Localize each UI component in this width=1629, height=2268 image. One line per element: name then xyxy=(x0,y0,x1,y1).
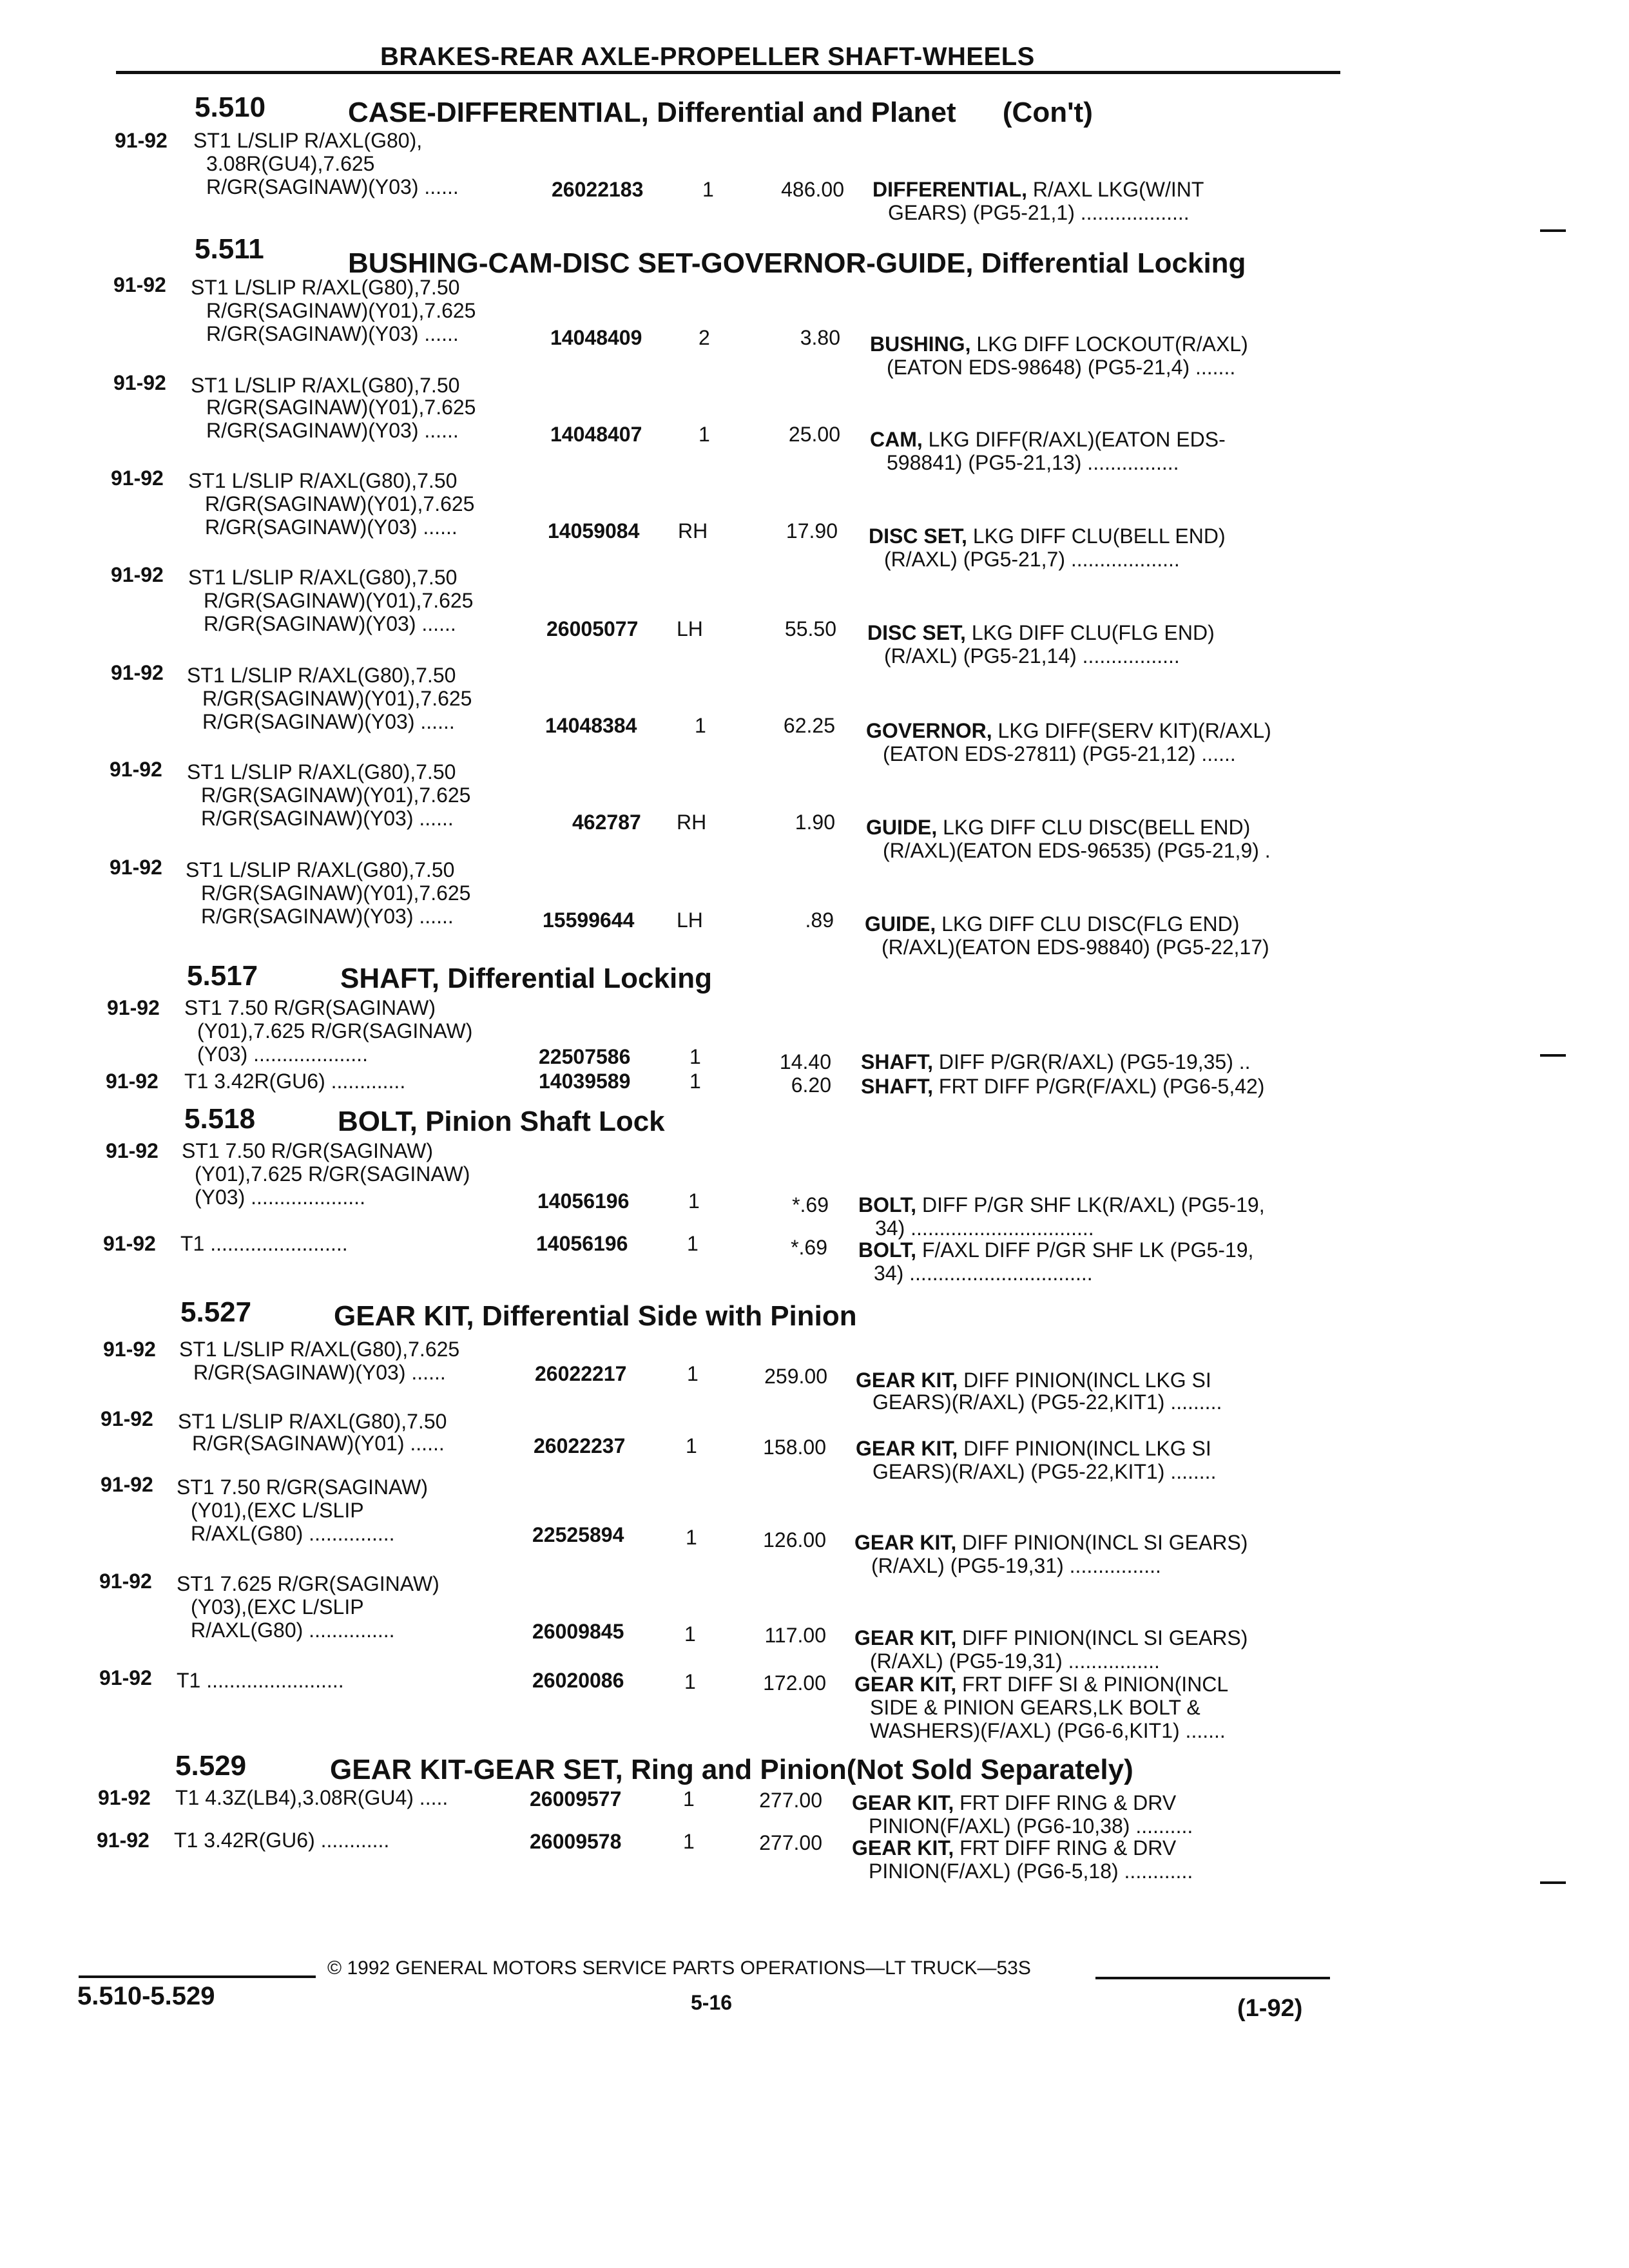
section-number: 5.527 xyxy=(180,1296,252,1328)
part-description: PINION(F/AXL) (PG6-5,18) ............ xyxy=(869,1860,1193,1883)
quantity: 1 xyxy=(686,1434,697,1457)
part-description: (R/AXL)(EATON EDS-98840) (PG5-22,17) xyxy=(882,936,1269,959)
application-text: (Y01),7.625 R/GR(SAGINAW) xyxy=(197,1019,473,1043)
application-text: (Y03) .................... xyxy=(195,1186,365,1209)
year-range: 91-92 xyxy=(110,758,162,781)
application-text: ST1 7.50 R/GR(SAGINAW) xyxy=(184,996,436,1019)
part-description: CAM, LKG DIFF(R/AXL)(EATON EDS- xyxy=(870,428,1226,451)
part-number: 26020086 xyxy=(532,1669,624,1692)
part-description: WASHERS)(F/AXL) (PG6-6,KIT1) ....... xyxy=(870,1719,1226,1742)
part-description: 34) ................................ xyxy=(875,1216,1094,1240)
quantity: 1 xyxy=(689,1045,701,1068)
year-range: 91-92 xyxy=(113,371,166,394)
year-range: 91-92 xyxy=(101,1407,153,1430)
part-number: 15599644 xyxy=(543,908,635,932)
section-range: 5.510-5.529 xyxy=(77,1982,215,2010)
part-number: 14056196 xyxy=(537,1189,630,1213)
application-text: R/GR(SAGINAW)(Y03) ...... xyxy=(205,515,458,539)
application-text: ST1 L/SLIP R/AXL(G80),7.50 xyxy=(187,760,456,783)
price: 277.00 xyxy=(759,1789,822,1812)
quantity: 1 xyxy=(695,714,706,737)
quantity: 1 xyxy=(684,1622,696,1646)
part-number: 462787 xyxy=(572,811,641,834)
price: 126.00 xyxy=(763,1528,826,1552)
year-range: 91-92 xyxy=(98,1786,151,1809)
price: 14.40 xyxy=(779,1050,831,1073)
price: 17.90 xyxy=(786,519,838,543)
year-range: 91-92 xyxy=(106,1070,159,1093)
part-description: GEARS)(R/AXL) (PG5-22,KIT1) ........ xyxy=(872,1460,1217,1483)
part-description: (EATON EDS-98648) (PG5-21,4) ....... xyxy=(887,356,1236,379)
application-text: R/GR(SAGINAW)(Y03) ...... xyxy=(201,807,454,830)
section-number: 5.511 xyxy=(195,233,264,265)
year-range: 91-92 xyxy=(111,563,164,586)
part-description: GEAR KIT, DIFF PINION(INCL LKG SI xyxy=(856,1437,1211,1460)
application-text: R/GR(SAGINAW)(Y01),7.625 xyxy=(201,881,471,905)
application-text: R/GR(SAGINAW)(Y01),7.625 xyxy=(201,783,471,807)
application-text: T1 4.3Z(LB4),3.08R(GU4) ..... xyxy=(175,1786,448,1809)
part-description: (EATON EDS-27811) (PG5-21,12) ...... xyxy=(883,742,1236,765)
part-number: 14059084 xyxy=(548,519,640,543)
part-description: SHAFT, FRT DIFF P/GR(F/AXL) (PG6-5,42) xyxy=(861,1075,1265,1098)
part-description: (R/AXL)(EATON EDS-96535) (PG5-21,9) . xyxy=(883,839,1271,862)
application-text: ST1 L/SLIP R/AXL(G80),7.625 xyxy=(179,1338,460,1361)
application-text: ST1 L/SLIP R/AXL(G80),7.50 xyxy=(178,1410,447,1433)
part-number: 26005077 xyxy=(546,617,639,640)
part-number: 22525894 xyxy=(532,1523,624,1546)
part-description: BUSHING, LKG DIFF LOCKOUT(R/AXL) xyxy=(870,332,1248,356)
quantity: 1 xyxy=(688,1189,700,1213)
part-number: 26009845 xyxy=(532,1620,624,1643)
application-text: R/GR(SAGINAW)(Y01) ...... xyxy=(192,1432,445,1455)
part-description: GEAR KIT, DIFF PINION(INCL SI GEARS) xyxy=(854,1626,1248,1649)
quantity: LH xyxy=(677,908,703,932)
section-title: CASE-DIFFERENTIAL, Differential and Planet (Con't) xyxy=(348,97,1093,128)
quantity: 1 xyxy=(686,1526,697,1549)
quantity: 1 xyxy=(683,1787,695,1811)
application-text: R/AXL(G80) ............... xyxy=(191,1522,395,1545)
price: 6.20 xyxy=(791,1073,831,1097)
application-text: ST1 L/SLIP R/AXL(G80),7.50 xyxy=(187,664,456,687)
price: *.69 xyxy=(792,1193,829,1216)
application-text: ST1 L/SLIP R/AXL(G80),7.50 xyxy=(188,566,458,589)
application-text: R/GR(SAGINAW)(Y03) ...... xyxy=(204,612,456,635)
application-text: (Y01),(EXC L/SLIP xyxy=(191,1499,364,1522)
quantity: 2 xyxy=(699,326,710,349)
price: 62.25 xyxy=(783,714,835,737)
application-text: ST1 7.50 R/GR(SAGINAW) xyxy=(177,1475,428,1499)
part-number: 14048384 xyxy=(545,714,637,737)
quantity: 1 xyxy=(702,178,714,201)
part-description: DISC SET, LKG DIFF CLU(FLG END) xyxy=(867,621,1215,644)
header-rule xyxy=(116,71,1340,74)
year-range: 91-92 xyxy=(106,1139,159,1162)
application-text: R/GR(SAGINAW)(Y01),7.625 xyxy=(206,299,476,322)
page-number: 5-16 xyxy=(691,1991,733,2014)
application-text: R/GR(SAGINAW)(Y03) ...... xyxy=(201,905,454,928)
section-title: SHAFT, Differential Locking xyxy=(340,963,712,994)
application-text: R/GR(SAGINAW)(Y01),7.625 xyxy=(206,396,476,419)
application-text: T1 3.42R(GU6) ............ xyxy=(174,1829,390,1852)
application-text: R/GR(SAGINAW)(Y01),7.625 xyxy=(202,687,472,710)
application-text: ST1 L/SLIP R/AXL(G80),7.50 xyxy=(191,374,460,397)
price: .89 xyxy=(805,908,834,932)
section-number: 5.510 xyxy=(195,91,266,123)
copyright-line: © 1992 GENERAL MOTORS SERVICE PARTS OPERATIONS—LT TRUCK—53S xyxy=(327,1957,1031,1979)
year-range: 91-92 xyxy=(115,129,168,152)
part-number: 26022217 xyxy=(535,1362,627,1385)
part-description: GEAR KIT, FRT DIFF RING & DRV xyxy=(852,1791,1177,1814)
application-text: R/GR(SAGINAW)(Y03) ...... xyxy=(193,1361,446,1384)
application-text: R/GR(SAGINAW)(Y01),7.625 xyxy=(205,492,475,515)
part-description: SHAFT, DIFF P/GR(R/AXL) (PG5-19,35) .. xyxy=(861,1050,1251,1073)
part-description: DISC SET, LKG DIFF CLU(BELL END) xyxy=(869,524,1226,548)
application-text: 3.08R(GU4),7.625 xyxy=(206,152,375,175)
application-text: ST1 L/SLIP R/AXL(G80),7.50 xyxy=(188,469,458,492)
part-description: GOVERNOR, LKG DIFF(SERV KIT)(R/AXL) xyxy=(866,719,1271,742)
margin-tick xyxy=(1540,1881,1566,1884)
part-number: 26009578 xyxy=(530,1830,622,1853)
application-text: ST1 7.625 R/GR(SAGINAW) xyxy=(177,1572,439,1595)
section-title: GEAR KIT-GEAR SET, Ring and Pinion(Not Sold Separately) xyxy=(330,1754,1133,1785)
part-description: (R/AXL) (PG5-19,31) ................ xyxy=(870,1649,1160,1673)
quantity: 1 xyxy=(687,1232,699,1255)
application-text: R/GR(SAGINAW)(Y03) ...... xyxy=(206,322,459,345)
part-description: GEARS)(R/AXL) (PG5-22,KIT1) ......... xyxy=(872,1390,1222,1414)
quantity: 1 xyxy=(684,1670,696,1693)
part-description: GEAR KIT, FRT DIFF RING & DRV xyxy=(852,1836,1177,1860)
part-number: 26022237 xyxy=(534,1434,626,1457)
footer-rule xyxy=(79,1975,316,1978)
year-range: 91-92 xyxy=(107,996,160,1019)
year-range: 91-92 xyxy=(111,661,164,684)
part-description: 34) ................................ xyxy=(874,1262,1093,1285)
quantity: 1 xyxy=(687,1362,699,1385)
year-range: 91-92 xyxy=(99,1666,152,1689)
application-text: R/GR(SAGINAW)(Y01),7.625 xyxy=(204,589,474,612)
section-number: 5.517 xyxy=(187,960,258,992)
application-text: T1 ........................ xyxy=(180,1232,348,1255)
quantity: LH xyxy=(677,617,703,640)
part-description: GEARS) (PG5-21,1) ................... xyxy=(888,201,1190,224)
part-description: (R/AXL) (PG5-21,14) ................. xyxy=(884,644,1180,668)
part-number: 26009577 xyxy=(530,1787,622,1811)
price: 172.00 xyxy=(763,1671,826,1695)
footer-rule xyxy=(1095,1977,1330,1979)
quantity: RH xyxy=(677,811,707,834)
price: 1.90 xyxy=(795,811,835,834)
year-range: 91-92 xyxy=(113,273,166,296)
part-description: GUIDE, LKG DIFF CLU DISC(FLG END) xyxy=(865,912,1240,936)
year-range: 91-92 xyxy=(111,466,164,490)
section-title: GEAR KIT, Differential Side with Pinion xyxy=(334,1300,857,1332)
year-range: 91-92 xyxy=(103,1338,156,1361)
application-text: T1 ........................ xyxy=(177,1669,344,1692)
price: 117.00 xyxy=(764,1624,826,1647)
price: 25.00 xyxy=(788,423,840,446)
part-description: 598841) (PG5-21,13) ................ xyxy=(887,451,1179,474)
application-text: ST1 L/SLIP R/AXL(G80),7.50 xyxy=(186,858,455,881)
section-number: 5.529 xyxy=(175,1750,247,1782)
margin-tick xyxy=(1540,229,1566,232)
application-text: (Y01),7.625 R/GR(SAGINAW) xyxy=(195,1162,470,1186)
part-number: 26022183 xyxy=(552,178,644,201)
part-number: 22507586 xyxy=(539,1045,631,1068)
part-number: 14048409 xyxy=(550,326,642,349)
part-number: 14048407 xyxy=(550,423,642,446)
year-range: 91-92 xyxy=(101,1473,153,1496)
section-title: BUSHING-CAM-DISC SET-GOVERNOR-GUIDE, Differential Locking xyxy=(348,247,1246,279)
application-text: R/AXL(G80) ............... xyxy=(191,1619,395,1642)
margin-tick xyxy=(1540,1054,1566,1057)
quantity: 1 xyxy=(683,1830,695,1853)
application-text: T1 3.42R(GU6) ............. xyxy=(184,1070,406,1093)
part-description: SIDE & PINION GEARS,LK BOLT & xyxy=(870,1696,1200,1719)
price: 277.00 xyxy=(759,1831,822,1854)
part-number: 14039589 xyxy=(539,1070,631,1093)
application-text: (Y03),(EXC L/SLIP xyxy=(191,1595,364,1619)
application-text: ST1 7.50 R/GR(SAGINAW) xyxy=(182,1139,433,1162)
part-number: 14056196 xyxy=(536,1232,628,1255)
part-description: GEAR KIT, DIFF PINION(INCL SI GEARS) xyxy=(854,1531,1248,1554)
application-text: ST1 L/SLIP R/AXL(G80),7.50 xyxy=(191,276,460,299)
part-description: PINION(F/AXL) (PG6-10,38) .......... xyxy=(869,1814,1193,1838)
quantity: 1 xyxy=(689,1070,701,1093)
quantity: 1 xyxy=(699,423,710,446)
price: *.69 xyxy=(791,1236,827,1259)
page-header-title: BRAKES-REAR AXLE-PROPELLER SHAFT-WHEELS xyxy=(380,43,1035,71)
part-description: (R/AXL) (PG5-19,31) ................ xyxy=(871,1554,1161,1577)
year-range: 91-92 xyxy=(110,856,162,879)
part-description: BOLT, DIFF P/GR SHF LK(R/AXL) (PG5-19, xyxy=(858,1193,1265,1216)
application-text: (Y03) .................... xyxy=(197,1043,368,1066)
part-description: BOLT, F/AXL DIFF P/GR SHF LK (PG5-19, xyxy=(858,1238,1254,1262)
application-text: R/GR(SAGINAW)(Y03) ...... xyxy=(206,419,459,442)
section-title: BOLT, Pinion Shaft Lock xyxy=(338,1106,665,1137)
revision-date: (1-92) xyxy=(1237,1995,1303,2022)
application-text: R/GR(SAGINAW)(Y03) ...... xyxy=(202,710,455,733)
part-description: GEAR KIT, DIFF PINION(INCL LKG SI xyxy=(856,1369,1211,1392)
part-description: GEAR KIT, FRT DIFF SI & PINION(INCL xyxy=(854,1673,1229,1696)
quantity: RH xyxy=(678,519,708,543)
part-description: (R/AXL) (PG5-21,7) ................... xyxy=(884,548,1180,571)
price: 3.80 xyxy=(800,326,840,349)
year-range: 91-92 xyxy=(99,1570,152,1593)
price: 158.00 xyxy=(763,1436,826,1459)
price: 486.00 xyxy=(781,178,844,201)
price: 55.50 xyxy=(784,617,836,640)
price: 259.00 xyxy=(764,1365,827,1388)
application-text: R/GR(SAGINAW)(Y03) ...... xyxy=(206,175,459,198)
application-text: ST1 L/SLIP R/AXL(G80), xyxy=(193,129,423,152)
section-number: 5.518 xyxy=(184,1103,256,1135)
part-description: GUIDE, LKG DIFF CLU DISC(BELL END) xyxy=(866,816,1251,839)
part-description: DIFFERENTIAL, R/AXL LKG(W/INT xyxy=(872,178,1204,201)
year-range: 91-92 xyxy=(97,1829,149,1852)
year-range: 91-92 xyxy=(103,1232,156,1255)
